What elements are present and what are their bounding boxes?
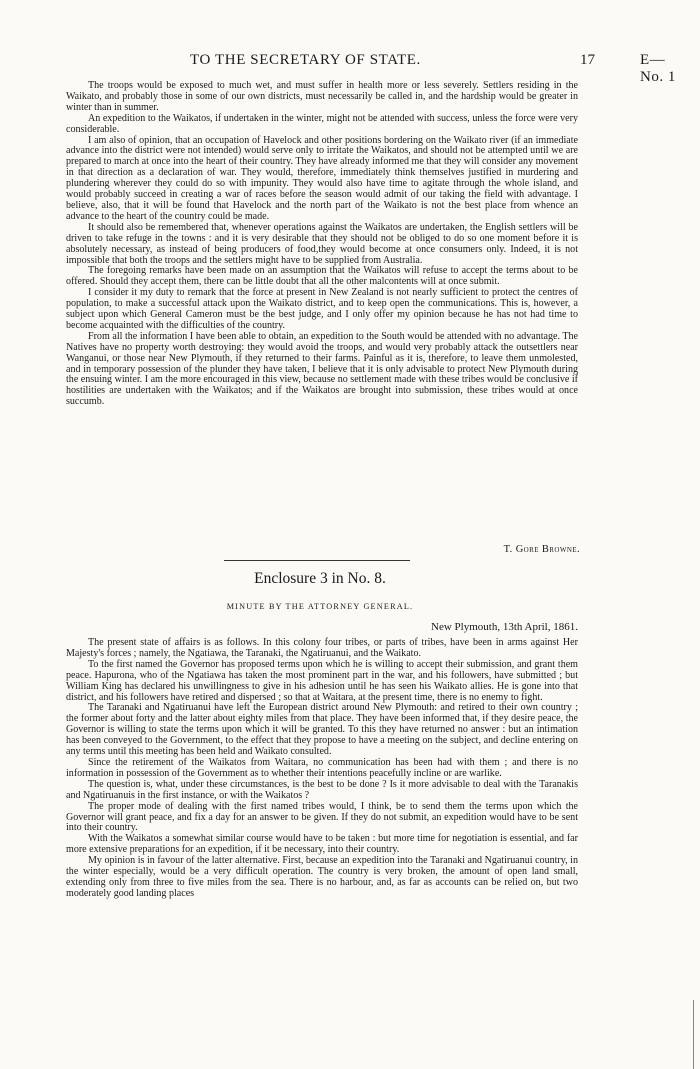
paragraph: With the Waikatos a somewhat similar course would have to be taken : but more time for negotiation is essential, and far more extensive preparations for an expedition, if it be necessary, into their country. [66, 833, 578, 856]
minute-body [66, 638, 578, 900]
paragraph: I consider it my duty to remark that the force at present in New Zealand is not nearly sufficient to protect the centres of population, to make a successful attack upon the Waikato district, and to keep open the communications. This is, however, a subject upon which General Cameron must be the best judge, and I only offer my opinion because he has not had time to become acquainted with the difficulties of the country. [66, 287, 578, 331]
paragraph: The troops would be exposed to much wet, and must suffer in health more or less severely. Settlers residing in the Waikato, and probably those in some of our own districts, must necessarily be called in, and the hardship would be greater in winter than in summer. [66, 80, 578, 113]
enclosure-heading: Enclosure 3 in No. 8. [254, 570, 386, 587]
paragraph: My opinion is in favour of the latter alternative. First, because an expedition into the Taranaki and Ngatiruanui country, in the winter especially, would be a very difficult operation. The country is very broken, the amount of open land small, extending only from three to five miles from the sea. There is no harbour, and, as far as accounts can be relied on, but two moderately good landing places [66, 855, 578, 899]
paragraph: The present state of affairs is as follows. In this colony four tribes, or parts of tribes, have been in arms against Her Majesty's forces ; namely, the Ngatiawa, the Taranaki, the Ngatiruanui, and the Waikato. [66, 637, 578, 659]
paragraph: To the first named the Governor has proposed terms upon which he is willing to accept their submission, and grant them peace. Hapurona, who of the Ngatiawa has taken the most prominent part in the war, and his followers, have submitted ; but William King has declared his unwillingness to give in his adhesion until he has seen his Waikato allies. He is gone into that district, and his followers have retired and dispersed ; so that at Waitara, at the present time, there is no enemy to fight. [66, 658, 578, 703]
section-divider [224, 560, 410, 561]
signature: T. Gore Browne. [503, 544, 580, 555]
paragraph: An expedition to the Waikatos, if undertaken in the winter, might not be attended with success, unless the force were very considerable. [66, 112, 578, 135]
paragraph: The question is, what, under these circumstances, is the best to be done ? Is it more advisable to deal with the Taranakis and Ngatiruanuis in the first instance, or with the Waikatos ? [66, 778, 578, 801]
page-number: 17 [580, 52, 595, 68]
paragraph: The foregoing remarks have been made on an assumption that the Waikatos will refuse to accept the terms about to be offered. Should they accept them, there can be little doubt that all the other malcontents will at once submit. [66, 265, 578, 288]
paragraph: Since the retirement of the Waikatos from Waitara, no communication has been had with them ; and there is no information in possession of the Government as to whether their intentions peacefully incline or are warlike. [66, 756, 578, 779]
place-date: New Plymouth, 13th April, 1861. [431, 621, 578, 633]
letter-body [66, 81, 578, 408]
series-number: E—No. 1 [640, 52, 676, 85]
page-edge-mark [693, 1000, 694, 1069]
minute-heading: MINUTE BY THE ATTORNEY GENERAL. [226, 602, 414, 611]
paragraph: From all the information I have been able to obtain, an expedition to the South would be attended with no advantage. The Natives have no property worth destroying: they would avoid the troops, and would very probably attack the outsettlers near Wanganui, or those near New Plymouth, if they returned to their farms. Painful as it is, therefore, to leave them unmolested, and in temporary possession of the plunder they have taken, I believe that it is only advisable to protect New Plymouth during the ensuing winter. I am the more encouraged in this view, because no settlement made with these tribes would be conclusive if hostilities are undertaken with the Waikatos; and if the Waikatos are brought into submission, these tribes would at once succumb. [66, 330, 578, 408]
paragraph: I am also of opinion, that an occupation of Havelock and other positions bordering on the Waikato river (if an immediate advance into the district were not intended) would serve only to irritate the Waikatos, and should not be attempted until we are prepared to march at once into the heart of their country. They have already informed me that they will consider any movement in that direction as a declaration of war. They would, therefore, immediately think themselves justified in murdering and plundering wherever they could do so with impunity. They would also have time to agitate through the whole island, and would probably succeed in creating a war of races before the season would admit of our taking the field with advantage. I believe, also, that it will be found that Havelock and the north part of the Waikato is not the best place from whence an advance to the heart of the country could be made. [66, 134, 578, 222]
running-title: TO THE SECRETARY OF STATE. [190, 52, 421, 68]
paragraph: The proper mode of dealing with the first named tribes would, I think, be to send them the terms upon which the Governor will grant peace, and fix a day for an answer to be given. If they do not submit, an expedition would have to be sent into their country. [66, 800, 578, 834]
paragraph: The Taranaki and Ngatiruanui have left the European district around New Plymouth: and retired to their own country ; the former about forty and the latter about eighty miles from that place. They have been informed that, if they desire peace, the Governor is willing to state the terms upon which it will be granted. To this they have returned no answer : but an intimation has been conveyed to the Government, to the effect that they propose to have a meeting on the subject, and decline entering on any terms until this meeting has been held and Waikato consulted. [66, 702, 578, 758]
running-head [40, 52, 686, 85]
paragraph: It should also be remembered that, whenever operations against the Waikatos are undertaken, the English settlers will be driven to take refuge in the towns : and it is very desirable that they should not be obliged to do so one moment before it is absolutely necessary, as instead of being producers of food,they would become at once consumers only. Indeed, it is not impossible that both the troops and the settlers might have to be supplied from Australia. [66, 221, 578, 266]
